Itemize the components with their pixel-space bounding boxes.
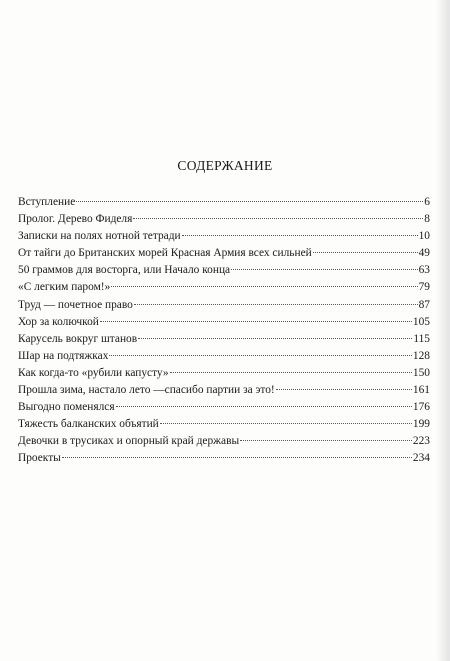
- dot-leader: [170, 372, 412, 373]
- toc-entry: [18, 399, 430, 416]
- toc-entry-page: 199: [412, 418, 430, 431]
- toc-entry: [18, 262, 430, 279]
- toc-entry-title: Проекты: [18, 452, 61, 465]
- toc-entry-page: 49: [418, 247, 430, 260]
- dot-leader: [231, 269, 418, 270]
- toc-entry-title: Карусель вокруг штанов: [18, 332, 138, 345]
- dot-leader: [134, 304, 418, 305]
- toc-entry: [18, 382, 430, 399]
- dot-leader: [111, 286, 417, 287]
- dot-leader: [100, 321, 412, 322]
- toc-entry-page: 150: [412, 366, 430, 379]
- toc-entry-title: «С легким паром!»: [18, 281, 111, 294]
- dot-leader: [109, 355, 412, 356]
- dot-leader: [133, 218, 423, 219]
- toc-entry: [18, 416, 430, 433]
- toc-entry: [18, 450, 430, 467]
- toc-entry: [18, 365, 430, 382]
- toc-entry-page: 234: [412, 452, 430, 465]
- toc-entry-page: 105: [412, 315, 430, 328]
- toc-entry: [18, 348, 430, 365]
- dot-leader: [240, 440, 412, 441]
- toc-entry-page: 6: [424, 196, 430, 208]
- toc-entry-page: 161: [412, 384, 430, 397]
- toc-entry-title: Хор за колючкой: [18, 315, 99, 328]
- toc-entry-title: Вступление: [18, 196, 76, 208]
- toc-entry-title: Пролог. Дерево Фиделя: [18, 213, 133, 226]
- toc-entry-title: Записки на полях нотной тетради: [18, 230, 181, 243]
- toc-entry-page: 10: [418, 230, 430, 243]
- toc-entry-page: 223: [412, 435, 430, 448]
- toc-entry-page: 87: [418, 298, 430, 311]
- toc-entry-title: Прошла зима, настало лето —спасибо партии за это!: [18, 384, 275, 397]
- dot-leader: [116, 406, 412, 407]
- dot-leader: [276, 389, 412, 390]
- toc-entry-title: Шар на подтяжках: [18, 349, 109, 362]
- toc-entry: [18, 211, 430, 228]
- toc-entry-page: 8: [424, 213, 430, 226]
- toc-entry-title: Тяжесть балканских объятий: [18, 418, 159, 431]
- toc-entry-title: Труд — почетное право: [18, 298, 133, 311]
- toc-entry-page: 128: [412, 349, 430, 362]
- dot-leader: [138, 338, 412, 339]
- toc-entry: [18, 331, 430, 348]
- dot-leader: [76, 201, 423, 202]
- toc-entry-page: 115: [413, 332, 430, 345]
- toc-entry-title: От тайги до Британских морей Красная Армия всех сильней: [18, 247, 312, 260]
- toc-entry: [18, 194, 430, 211]
- page-title: СОДЕРЖАНИЕ: [177, 158, 273, 173]
- toc-entry: [18, 279, 430, 296]
- toc-entry: [18, 228, 430, 245]
- toc-entry-title: Как когда-то «рубили капусту»: [18, 366, 169, 379]
- dot-leader: [182, 235, 418, 236]
- dot-leader: [313, 252, 418, 253]
- toc-entry-title: Выгодно поменялся: [18, 401, 115, 414]
- toc-entry: [18, 245, 430, 262]
- toc-entry: [18, 297, 430, 314]
- table-of-contents: [18, 194, 430, 468]
- toc-entry: [18, 433, 430, 450]
- toc-entry: [18, 314, 430, 331]
- dot-leader: [62, 457, 412, 458]
- toc-entry-page: 176: [412, 401, 430, 414]
- toc-entry-title: Девочки в трусиках и опорный край державы: [18, 435, 240, 448]
- toc-entry-page: 79: [418, 281, 430, 294]
- dot-leader: [160, 423, 412, 424]
- toc-entry-title: 50 граммов для восторга, или Начало конца: [18, 264, 231, 277]
- toc-entry-page: 63: [418, 264, 430, 277]
- page-edge-shadow: [436, 0, 450, 661]
